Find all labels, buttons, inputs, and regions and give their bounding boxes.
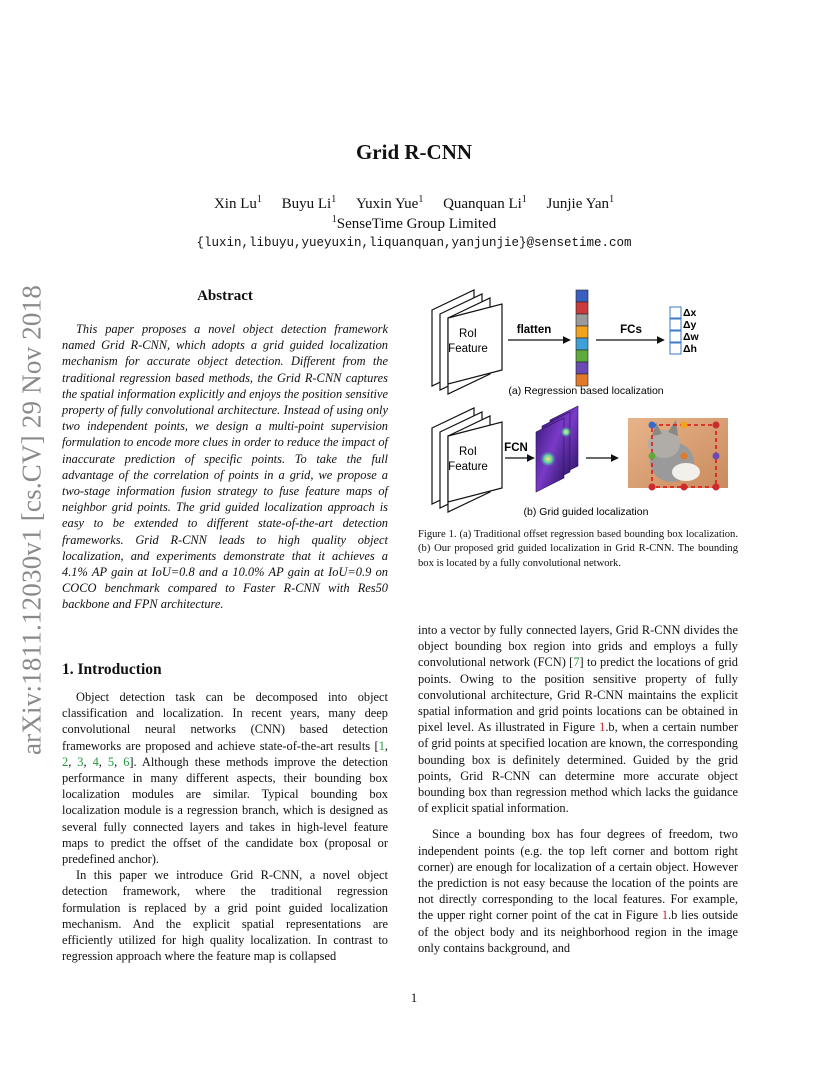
- delta-y: Δy: [683, 319, 697, 331]
- paragraph: Object detection task can be decomposed into object classification and localization. In recent years, many deep convolutional neural networks (CNN) based detection frameworks are proposed and achieve state-of-the-art results [1, 2, 3, 4, 5, 6]. Although these methods improve the detection performance in many different aspects, their bounding box localization modules are similar. Typical bounding box localization module is a regression branch, which is designed as several fully connected layers and takes in high-level feature maps to predict the offset of the candidate box (proposal or predefined anchor).: [62, 690, 388, 867]
- fcs-label: FCs: [620, 324, 642, 336]
- feature-vector-cell: [576, 290, 588, 302]
- feature-vector: [576, 290, 588, 386]
- figure-link[interactable]: 1: [661, 908, 669, 923]
- grid-heatmaps: [536, 406, 578, 492]
- figure-1: [410, 282, 746, 522]
- roi-label-line2: Feature: [448, 343, 488, 355]
- feature-vector-cell: [576, 302, 588, 314]
- paper-title: Grid R-CNN: [355, 140, 473, 164]
- introduction-left-column: [62, 689, 388, 964]
- roi-label-line2: Feature: [448, 461, 488, 473]
- fcn-label: FCN: [504, 442, 528, 454]
- author: Junjie Yan$^1$: [546, 194, 615, 212]
- section-heading-introduction: 1. Introduction: [62, 661, 162, 678]
- citation-link[interactable]: 2: [62, 754, 69, 769]
- author: Xin Lu$^1$: [213, 194, 262, 212]
- arxiv-identifier: arXiv:1811.12030v1 [cs.CV] 29 Nov 2018: [16, 284, 47, 756]
- delta-h: Δh: [683, 343, 697, 355]
- citation-link[interactable]: 3: [77, 754, 84, 769]
- feature-vector-cell: [576, 338, 588, 350]
- subcaption-b: (b) Grid guided localization: [523, 506, 649, 518]
- flatten-label: flatten: [516, 324, 552, 336]
- delta-x: Δx: [683, 307, 697, 319]
- author: Quanquan Li$^1$: [443, 194, 527, 212]
- delta-w: Δw: [683, 331, 699, 343]
- figure-link[interactable]: 1: [599, 720, 606, 735]
- figure-1-caption: Figure 1. (a) Traditional offset regression based bounding box localization. (b) Our proposed grid guided localization in Grid R-CNN. The bounding box is located by a fully convolutional network.: [418, 529, 738, 569]
- roi-feature-stack-b: [432, 408, 502, 512]
- roi-label-line1: RoI: [459, 328, 477, 340]
- author: Buyu Li$^1$: [281, 194, 337, 212]
- citation-link[interactable]: 1: [378, 738, 385, 753]
- paragraph: into a vector by fully connected layers, Grid R-CNN divides the object bounding box region into grids and employs a fully convolutional network (FCN) [7] to predict the locations of grid points. Owing to the position sensitive property of fully convolutional architecture, Grid R-CNN maintains the explicit spatial information and grid points locations can be obtained in pixel level. As illustrated in Figure 1.b, when a certain number of grid points at specified location are known, the corresponding bounding box is definitely determined. Guided by the grid points, Grid R-CNN can determine more accurate object bounding box than regression method which lacks the guidance of explicit spatial information.: [418, 623, 739, 816]
- paragraph: In this paper we introduce Grid R-CNN, a novel object detection framework, where the traditional regression formulation is replaced by a grid point guided localization mechanism. And the explicit spatial representations are efficiently utilized for high quality localization. In contrast to regression approach where the feature map is collapsed: [62, 868, 388, 964]
- citation-link[interactable]: 7: [573, 655, 580, 670]
- feature-vector-cell: [576, 326, 588, 338]
- delta-outputs: [670, 307, 700, 355]
- abstract-heading: Abstract: [197, 288, 253, 304]
- introduction-right-column: [418, 622, 738, 956]
- feature-vector-cell: [576, 314, 588, 326]
- affiliation: $^1$SenseTime Group Limited: [331, 214, 497, 232]
- subcaption-a: (a) Regression based localization: [508, 385, 664, 397]
- author-list: [0, 194, 828, 213]
- author: Yuxin Yue$^1$: [355, 194, 424, 212]
- cat-detection-image: [628, 418, 728, 491]
- abstract-text: This paper proposes a novel object detection framework named Grid R-CNN, which adopts a grid guided localization mechanism for accurate object detection. Different from the traditional regression based methods, the Grid R-CNN captures the spatial information explicitly and enjoys the position sensitive property of fully convolutional architecture. Instead of using only two independent points, we design a multi-point supervision formulation to encode more clues in order to reduce the impact of inaccurate prediction of specific points. To take the full advantage of the correlation of points in a grid, we propose a two-stage information fusion strategy to fuse feature maps of neighbor grid points. The grid guided localization approach is easy to be extended to different state-of-the-art detection frameworks. Grid R-CNN leads to high quality object localization, and experiments demonstrate that it achieves a 4.1% AP gain at IoU=0.8 and a 10.0% AP gain at IoU=0.9 on COCO benchmark compared to Faster R-CNN with Res50 backbone and FPN architecture.: [62, 322, 388, 612]
- citation-link[interactable]: 4: [92, 754, 99, 769]
- page-number: 1: [410, 990, 418, 1005]
- citation-link[interactable]: 5: [107, 754, 115, 769]
- feature-vector-cell: [576, 362, 588, 374]
- figure-1-diagram: [410, 282, 746, 522]
- feature-vector-cell: [576, 350, 588, 362]
- roi-label-line1: RoI: [459, 446, 477, 458]
- citation-link[interactable]: 6: [123, 754, 130, 769]
- author-emails: {luxin,libuyu,yueyuxin,liquanquan,yanjunjie}@sensetime.com: [196, 236, 632, 250]
- roi-feature-stack-a: [432, 290, 502, 394]
- paragraph: Since a bounding box has four degrees of freedom, two independent points (e.g. the top left corner and bottom right corner) are enough for localization of a certain object. However the prediction is not easy because the location of the points are not directly corresponding to the local features. For example, the upper right corner point of the cat in Figure 1.b lies outside of the object body and its neighborhood region in the image only contains background, and: [418, 827, 738, 955]
